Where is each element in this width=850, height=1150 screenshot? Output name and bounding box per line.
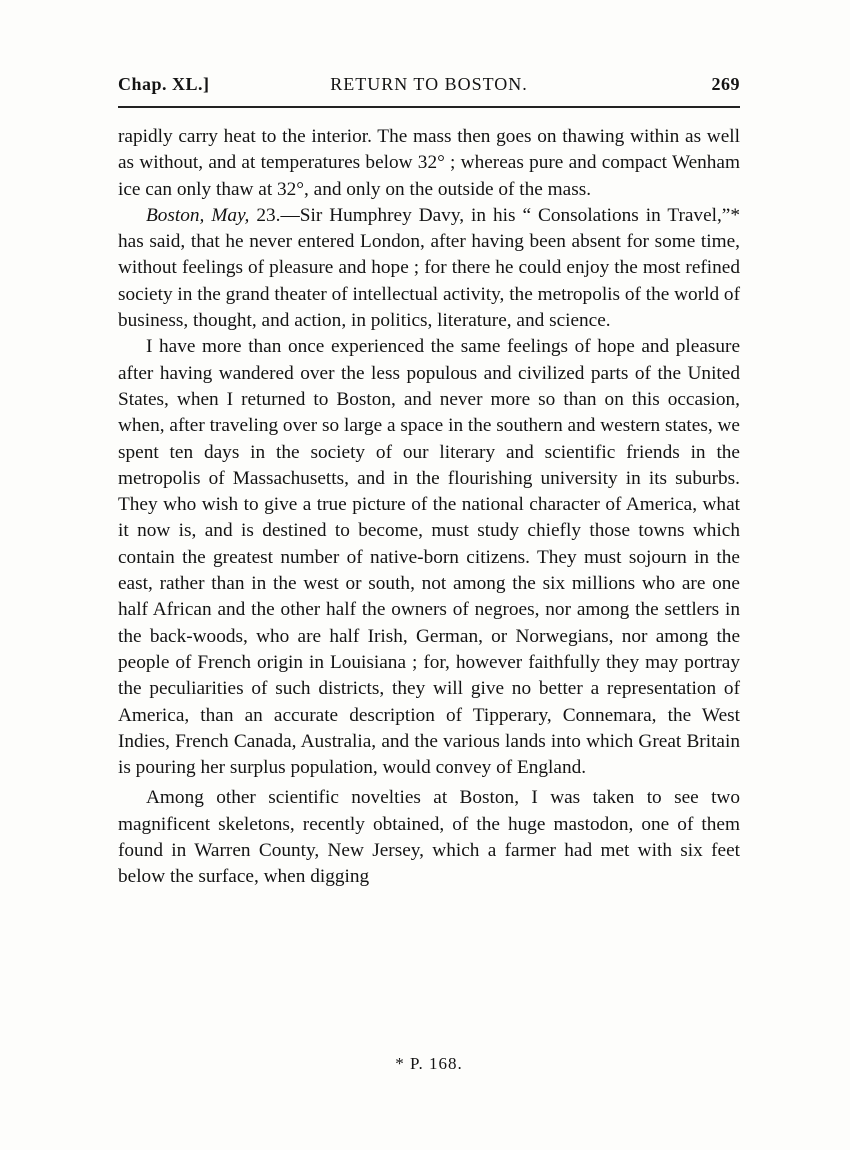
paragraph-1: [118, 124, 740, 203]
chapter-label: Chap. XL.]: [118, 74, 210, 94]
paragraph-2-text: 23.—Sir Humphrey Davy, in his “ Consolations in Travel,”* has said, that he never entered London, after having been absent for some time, without feelings of pleasure and hope ; for there he could enjoy the most refined society in the grand theater of intellectual activity, the metropolis of the world of business, thought, and action, in politics, literature, and science.: [118, 204, 740, 332]
paragraph-1-text: rapidly carry heat to the interior. The mass then goes on thawing within as well as without, and at temperatures below 32° ; whereas pure and compact Wenham ice can only thaw at 32°, and only on the outside of the mass.: [118, 126, 740, 200]
running-header: [118, 74, 740, 102]
header-rule: [118, 106, 740, 108]
page-number: 269: [711, 74, 740, 94]
paragraph-4: [118, 785, 740, 890]
paragraph-3: [118, 334, 740, 781]
body-text: [118, 124, 740, 891]
paragraph-2-dateline: Boston, May,: [146, 204, 250, 226]
footnote: * P. 168.: [395, 1054, 463, 1073]
paragraph-2: [118, 203, 740, 334]
running-title: RETURN TO BOSTON.: [330, 74, 528, 94]
paragraph-4-text: Among other scientific novelties at Boston, I was taken to see two magnificent skeletons, recently obtained, of the huge mastodon, one of them found in Warren County, New Jersey, which a farmer had met with six feet below the surface, when digging: [118, 787, 740, 888]
paragraph-3-text: I have more than once experienced the same feelings of hope and pleasure after having wandered over the less populous and civilized parts of the United States, when I returned to Boston, and never more so than on this occasion, when, after traveling over so large a space in the southern and western states, we spent ten days in the society of our literary and scientific friends in the metropolis of Massachusetts, and in the flourishing university in its suburbs. They who wish to give a true picture of the national character of America, what it now is, and is destined to become, must study chiefly those towns which contain the greatest number of native-born citizens. They must sojourn in the east, rather than in the west or south, not among the six millions who are one half African and the other half the owners of negroes, nor among the settlers in the back-woods, who are half Irish, German, or Norwegians, nor among the people of French origin in Louisiana ; for, however faithfully they may portray the peculiarities of such districts, they will give no better a representation of America, than an accurate description of Tipperary, Connemara, the West Indies, French Canada, Australia, and the various lands into which Great Britain is pouring her surplus population, would convey of England.: [118, 336, 740, 779]
